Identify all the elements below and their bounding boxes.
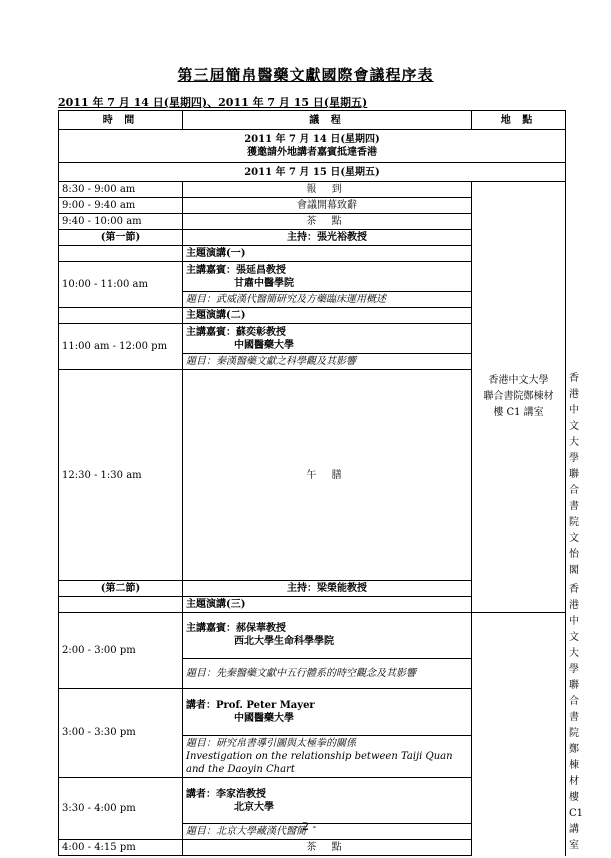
session-row: (第二節) 主持：梁榮能教授 香港中文大學 聯合書院鄭棟材 樓 C1 講室 [59,581,566,597]
agenda-cell: 午 膳 [183,370,472,581]
table-row [59,688,566,736]
time-cell: 11:00 am - 12:00 pm [59,324,183,370]
speaker-cell: 講者：Prof. Peter Mayer 中國醫藥大學 [183,688,472,736]
speaker-cell: 講者：李家浩教授 北京大學 [183,778,472,824]
agenda-cell: 茶 點 [183,840,472,856]
time-cell: 2:00 - 3:00 pm [59,613,183,689]
day1-date: 2011 年 7 月 14 日(星期四) [244,134,380,145]
agenda-cell: 茶 點 [183,214,472,230]
table-row [59,182,566,198]
keynote-label: 主題演講(三) [183,597,472,613]
day2-date: 2011 年 7 月 15 日(星期五) [59,163,566,182]
session-label: (第二節) [59,581,183,597]
table-row: 12:30 - 1:30 am 午 膳 香港中文大學 聯合書院文怡閣 [59,370,566,581]
schedule-table [58,110,584,856]
topic-cell: 題目：北京大學藏漢代醫簡 [183,824,472,840]
time-cell: 4:00 - 4:15 pm [59,840,183,856]
header-agenda: 議 程 [183,111,472,130]
time-cell: 3:00 - 3:30 pm [59,688,183,778]
keynote-label: 主題演講(二) [183,308,472,324]
agenda-cell: 報 到 [183,182,472,198]
speaker-cell: 主講嘉賓：張延昌教授 甘肅中醫學院 [183,262,472,292]
topic-cell: 題目：武威漢代醫簡研究及方藥臨床運用概述 [183,292,472,308]
topic-cell: 題目：先秦醫藥文獻中五行體系的時空觀念及其影響 [183,658,472,688]
keynote-label: 主題演講(一) [183,246,472,262]
time-cell: 10:00 - 11:00 am [59,262,183,308]
header-location: 地 點 [472,111,566,130]
speaker-cell: 主講嘉賓：郝保華教授 西北大學生命科學學院 [183,613,472,659]
day1-event: 獲邀請外地講者嘉賓抵達香港 [247,147,377,158]
time-cell: 9:00 - 9:40 am [59,198,183,214]
time-cell: 8:30 - 9:00 am [59,182,183,198]
time-cell: 12:30 - 1:30 am [59,370,183,581]
date-subtitle: 2011 年 7 月 14 日(星期四)、2011 年 7 月 15 日(星期五) [58,96,368,109]
session-host: 主持：張光裕教授 [183,230,472,246]
session-label: (第一節) [59,230,183,246]
table-row [59,840,566,856]
agenda-cell: 會議開幕致辭 [183,198,472,214]
topic-cell: 題目：研究帛書導引圖與太極拳的關係 Investigation on the relationship between Taiji Quan and the Daoyin Chart [183,736,472,778]
topic-cell: 題目：秦漢醫藥文獻之科學觀及其影響 [183,354,472,370]
time-cell: 9:40 - 10:00 am [59,214,183,230]
document-title: 第三屆簡帛醫藥文獻國際會議程序表 [177,66,434,84]
header-time: 時 間 [59,111,183,130]
day1-row [59,130,566,163]
table-row [59,778,566,824]
day2-row [59,163,566,182]
table-row [59,613,566,659]
table-header-row [59,111,566,130]
speaker-cell: 主講嘉賓：蘇奕彰教授 中國醫藥大學 [183,324,472,354]
time-cell: 3:30 - 4:00 pm [59,778,183,840]
location-cell-1: 香港中文大學 聯合書院鄭棟材 樓 C1 講室 [472,182,566,613]
session-host: 主持：梁榮能教授 [183,581,472,597]
page-number: - 2 - [294,820,317,833]
